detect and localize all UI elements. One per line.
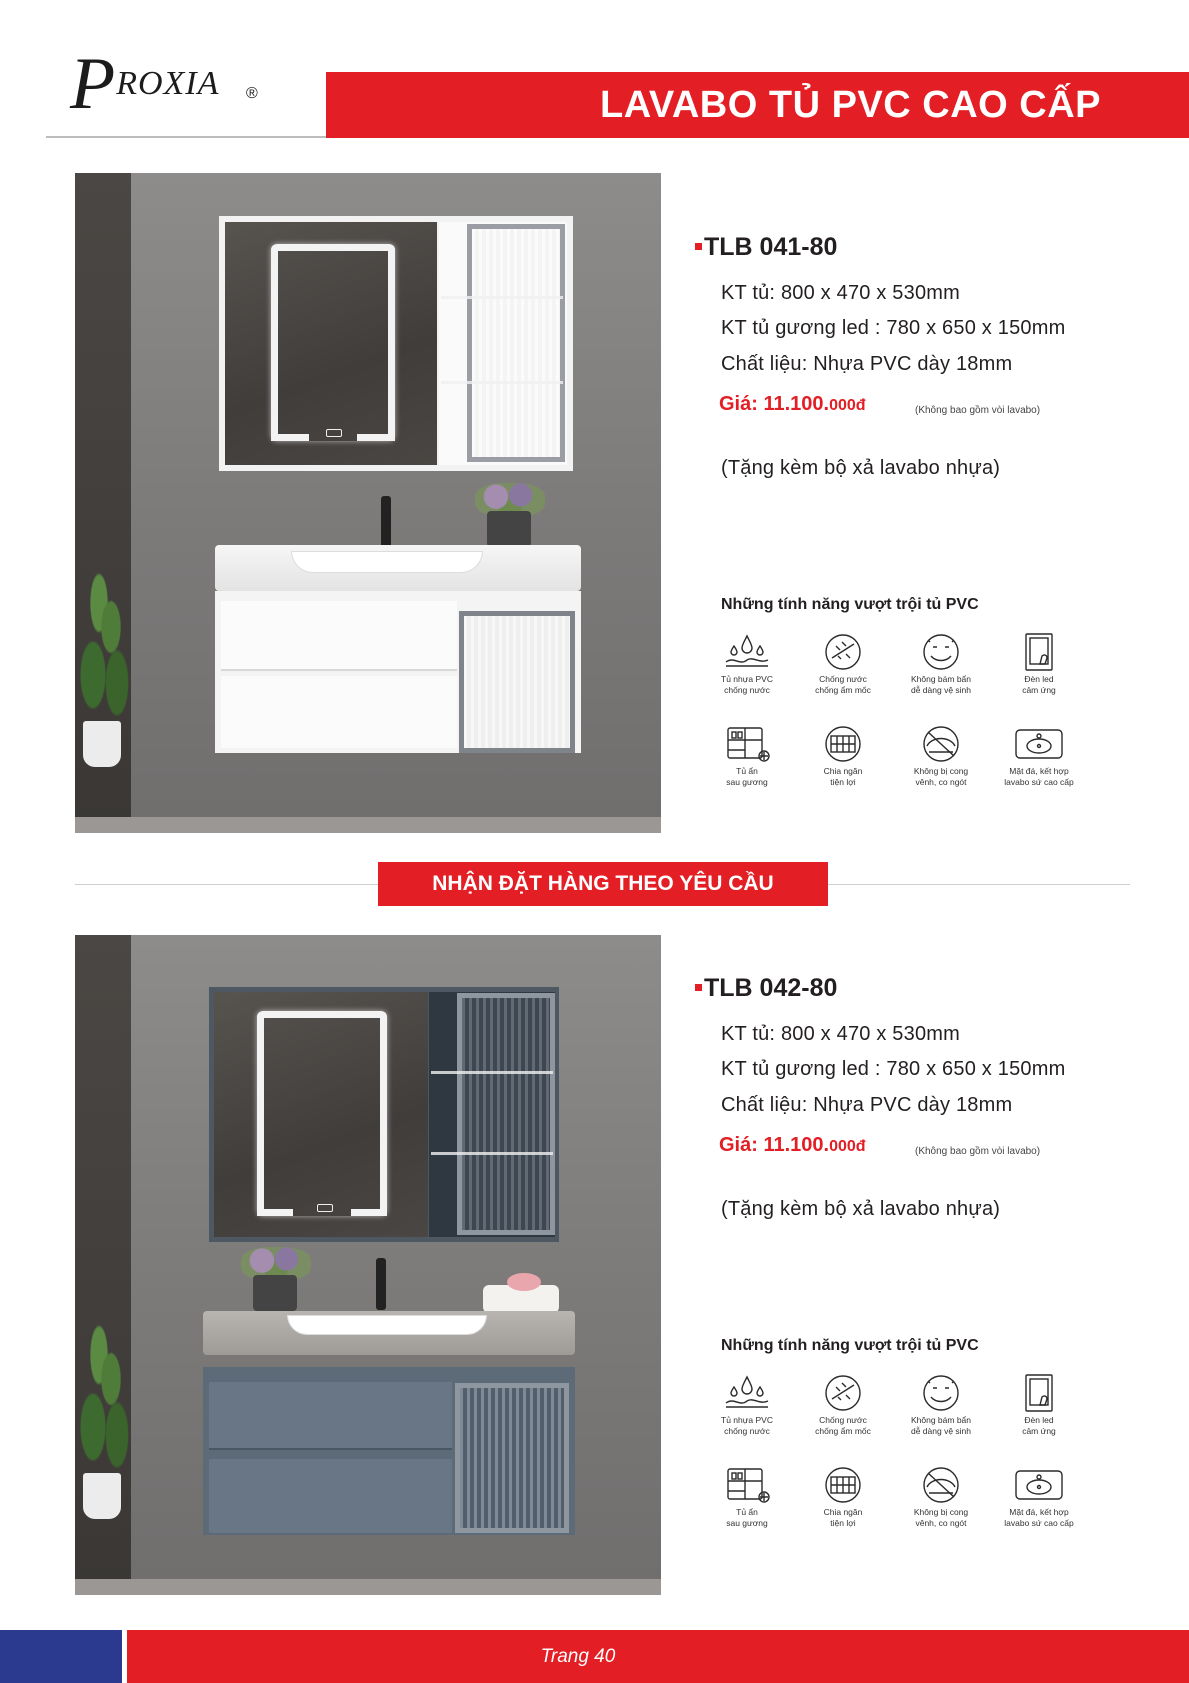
anti-mold-icon <box>816 632 870 672</box>
price-label: Giá: <box>719 1134 764 1156</box>
compartment-icon <box>816 1465 870 1505</box>
feature-label: Tủ nhựa PVC chống nước <box>721 1415 773 1436</box>
feature-item <box>991 724 1087 788</box>
feature-label: Mặt đá, kết hợp lavabo sứ cao cấp <box>1004 1507 1074 1528</box>
page-title-bar <box>326 72 1189 138</box>
logo-initial: P <box>70 43 117 125</box>
feature-item <box>795 632 891 696</box>
feature-label: Chia ngăn tiện lợi <box>823 1507 863 1528</box>
feature-item <box>991 632 1087 696</box>
hidden-shelf-icon <box>720 1465 774 1505</box>
feature-label: Không bị cong vênh, co ngót <box>913 766 969 787</box>
sensor-light-icon <box>1012 632 1066 672</box>
header-divider <box>46 136 326 138</box>
price-note: (Không bao gồm vòi lavabo) <box>915 405 1041 416</box>
stone-top-icon <box>1012 1465 1066 1505</box>
water-drops-icon <box>720 1373 774 1413</box>
feature-item <box>795 724 891 788</box>
material: Chất liệu: Nhựa PVC dày 18mm <box>721 353 1013 375</box>
price-tail: 000đ <box>829 1138 866 1155</box>
mirror-cabinet <box>219 216 573 471</box>
feature-item <box>991 1373 1087 1437</box>
feature-item <box>699 632 795 696</box>
feature-item <box>893 1465 989 1529</box>
hidden-shelf-icon <box>720 724 774 764</box>
mirror-dimensions: KT tủ gương led : 780 x 650 x 150mm <box>721 1058 1066 1080</box>
gift-note: (Tặng kèm bộ xả lavabo nhựa) <box>721 1198 1001 1220</box>
feature-label: Không bị cong vênh, co ngót <box>913 1507 969 1528</box>
feature-item <box>795 1465 891 1529</box>
feature-item <box>699 1373 795 1437</box>
custom-order-text: NHẬN ĐẶT HÀNG THEO YÊU CẦU <box>432 872 774 895</box>
stone-top-icon <box>1012 724 1066 764</box>
feature-label: Đèn led cảm ứng <box>1022 1415 1056 1436</box>
features-title: Những tính năng vượt trội tủ PVC <box>721 1337 979 1354</box>
material: Chất liệu: Nhựa PVC dày 18mm <box>721 1094 1013 1116</box>
price <box>719 1134 866 1157</box>
feature-item <box>795 1373 891 1437</box>
feature-label: Chống nước chống ẩm mốc <box>815 1415 871 1436</box>
feature-label: Mặt đá, kết hợp lavabo sứ cao cấp <box>1004 766 1074 787</box>
plant-decoration <box>75 1315 135 1475</box>
feature-label: Không bám bẩn dễ dàng vệ sinh <box>910 1415 972 1436</box>
feature-item <box>699 724 795 788</box>
cabinet-dimensions: KT tủ: 800 x 470 x 530mm <box>721 282 960 304</box>
price-value: 11.100. <box>763 1134 830 1156</box>
water-drops-icon <box>720 632 774 672</box>
features-title: Những tính năng vượt trội tủ PVC <box>721 596 979 613</box>
feature-label: Đèn led cảm ứng <box>1022 674 1056 695</box>
price-tail: 000đ <box>829 397 866 414</box>
sensor-light-icon <box>1012 1373 1066 1413</box>
feature-item <box>893 724 989 788</box>
feature-item <box>991 1465 1087 1529</box>
plant-decoration <box>75 563 135 723</box>
feature-label: Chống nước chống ẩm mốc <box>815 674 871 695</box>
product-name: TLB 042-80 <box>704 974 838 1002</box>
mirror-cabinet <box>209 987 559 1242</box>
feature-item <box>893 1373 989 1437</box>
feature-label: Chia ngăn tiện lợi <box>823 766 863 787</box>
feature-item <box>699 1465 795 1529</box>
product-photo-tlb-041-80 <box>75 173 661 833</box>
cabinet-dimensions: KT tủ: 800 x 470 x 530mm <box>721 1023 960 1045</box>
product-photo-tlb-042-80 <box>75 935 661 1595</box>
logo-wordmark: ROXIA <box>116 65 220 102</box>
brand-logo <box>70 45 270 135</box>
product-name: TLB 041-80 <box>704 233 838 261</box>
feature-label: Tủ ẩn sau gương <box>726 766 768 787</box>
price-label: Giá: <box>719 393 764 415</box>
feature-label: Không bám bẩn dễ dàng vệ sinh <box>910 674 972 695</box>
page-number: Trang 40 <box>540 1645 616 1667</box>
anti-mold-icon <box>816 1373 870 1413</box>
price-value: 11.100. <box>763 393 830 415</box>
price <box>719 393 866 416</box>
registered-mark: ® <box>246 85 258 102</box>
price-note: (Không bao gồm vòi lavabo) <box>915 1146 1041 1157</box>
feature-label: Tủ ẩn sau gương <box>726 1507 768 1528</box>
easy-clean-icon <box>914 632 968 672</box>
feature-item <box>893 632 989 696</box>
footer-bar <box>127 1630 1189 1683</box>
easy-clean-icon <box>914 1373 968 1413</box>
mirror-dimensions: KT tủ gương led : 780 x 650 x 150mm <box>721 317 1066 339</box>
feature-label: Tủ nhựa PVC chống nước <box>721 674 773 695</box>
page-title: LAVABO TỦ PVC CAO CẤP <box>600 83 1101 126</box>
no-warp-icon <box>914 1465 968 1505</box>
no-warp-icon <box>914 724 968 764</box>
compartment-icon <box>816 724 870 764</box>
gift-note: (Tặng kèm bộ xả lavabo nhựa) <box>721 457 1001 479</box>
custom-order-banner <box>378 862 828 906</box>
footer-blue-block <box>0 1630 122 1683</box>
